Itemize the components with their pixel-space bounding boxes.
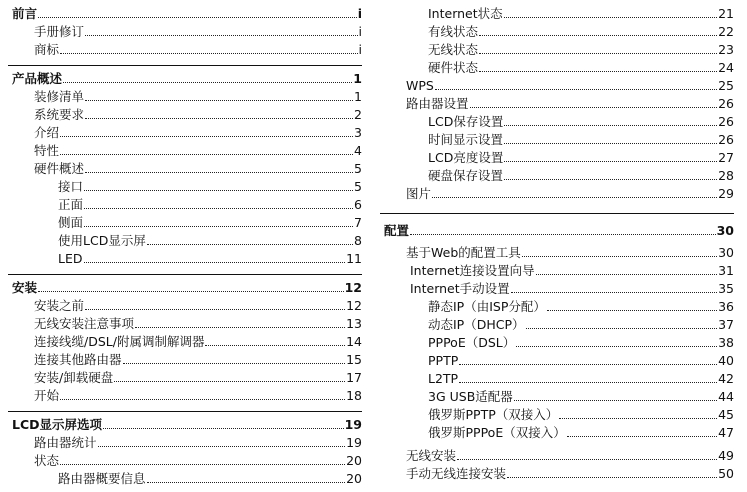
dot-leader: [85, 309, 345, 310]
toc-right-column: [378, 0, 734, 492]
toc-left-column: [0, 0, 362, 492]
toc-entry[interactable]: [428, 334, 734, 351]
toc-entry-page-number: 27: [718, 150, 734, 165]
toc-entry-page-number: 44: [718, 389, 734, 404]
dot-leader: [84, 208, 353, 209]
toc-entry[interactable]: [58, 470, 362, 487]
toc-entry-page-number: 21: [718, 6, 734, 21]
toc-entry[interactable]: [428, 149, 734, 166]
toc-entry-page-number: 35: [718, 281, 734, 296]
toc-entry[interactable]: [406, 185, 734, 202]
toc-entry-page-number: 11: [346, 251, 362, 266]
toc-entry-page-number: i: [357, 6, 362, 21]
dot-leader: [516, 346, 717, 347]
toc-entry[interactable]: [428, 5, 734, 22]
toc-entry[interactable]: [428, 406, 734, 423]
dot-leader: [38, 291, 344, 292]
toc-entry-page-number: 6: [354, 197, 362, 212]
toc-entry[interactable]: [410, 280, 734, 297]
toc-entry[interactable]: [58, 196, 362, 213]
dot-leader: [435, 89, 717, 90]
dot-leader: [479, 71, 717, 72]
dot-leader: [98, 446, 346, 447]
toc-entry[interactable]: [428, 424, 734, 441]
dot-leader: [507, 477, 717, 478]
toc-entry-page-number: 26: [718, 114, 734, 129]
dot-leader: [147, 244, 353, 245]
toc-entry-page-number: 28: [718, 168, 734, 183]
toc-entry[interactable]: [428, 59, 734, 76]
toc-entry-title: LCD保存设置: [428, 114, 504, 129]
toc-entry-title: 俄罗斯PPTP（双接入）: [428, 407, 559, 422]
toc-entry-title: 手动无线连接安装: [406, 466, 507, 481]
toc-entry-title: 侧面: [58, 215, 84, 230]
dot-leader: [479, 35, 717, 36]
toc-entry[interactable]: [428, 370, 734, 387]
toc-entry-title: 介绍: [34, 125, 60, 140]
toc-entry[interactable]: [34, 23, 362, 40]
dot-leader: [63, 82, 352, 83]
dot-leader: [410, 234, 716, 235]
toc-entry[interactable]: [58, 214, 362, 231]
dot-leader: [514, 400, 717, 401]
dot-leader: [60, 154, 353, 155]
toc-entry-page-number: 2: [354, 107, 362, 122]
toc-entry-title: 连接其他路由器: [34, 352, 122, 367]
toc-entry[interactable]: [34, 41, 362, 58]
toc-entry-page-number: 37: [718, 317, 734, 332]
dot-leader: [457, 459, 717, 460]
toc-entry-title: 安装: [12, 280, 38, 295]
dot-leader: [84, 262, 346, 263]
toc-entry[interactable]: [428, 23, 734, 40]
toc-entry[interactable]: [406, 465, 734, 482]
toc-entry[interactable]: [58, 232, 362, 249]
toc-entry[interactable]: [34, 351, 362, 368]
dot-leader: [526, 328, 718, 329]
toc-entry-page-number: 30: [716, 223, 734, 238]
toc-entry[interactable]: [34, 124, 362, 141]
dot-leader: [504, 125, 717, 126]
dot-leader: [85, 118, 353, 119]
toc-entry-title: PPTP: [428, 353, 459, 368]
dot-leader: [84, 226, 353, 227]
toc-entry-title: 无线状态: [428, 42, 479, 57]
toc-entry-page-number: 20: [346, 453, 362, 468]
toc-entry-page-number: 19: [346, 435, 362, 450]
toc-entry-page-number: 15: [346, 352, 362, 367]
toc-entry-page-number: 30: [718, 245, 734, 260]
dot-leader: [432, 197, 717, 198]
toc-entry[interactable]: [34, 160, 362, 177]
toc-entry[interactable]: [34, 434, 362, 451]
dot-leader: [60, 53, 358, 54]
toc-entry-page-number: 19: [344, 417, 362, 432]
toc-entry-title: 装修清单: [34, 89, 85, 104]
toc-entry[interactable]: [406, 447, 734, 464]
dot-leader: [123, 363, 346, 364]
toc-entry[interactable]: [428, 113, 734, 130]
toc-entry[interactable]: [34, 315, 362, 332]
toc-entry-page-number: 29: [718, 186, 734, 201]
toc-entry-page-number: i: [358, 42, 362, 57]
toc-entry-title: L2TP: [428, 371, 459, 386]
toc-entry[interactable]: [34, 142, 362, 159]
toc-entry[interactable]: [428, 41, 734, 58]
toc-entry[interactable]: [34, 387, 362, 404]
dot-leader: [103, 428, 344, 429]
dot-leader: [522, 256, 717, 257]
toc-entry-title: 前言: [12, 6, 38, 21]
toc-entry-page-number: 20: [346, 471, 362, 486]
toc-entry[interactable]: [12, 5, 362, 22]
toc-entry-page-number: 49: [718, 448, 734, 463]
toc-entry-page-number: 8: [354, 233, 362, 248]
toc-entry-page-number: 3: [354, 125, 362, 140]
toc-entry-title: 图片: [406, 186, 432, 201]
dot-leader: [504, 179, 717, 180]
toc-entry-page-number: i: [358, 24, 362, 39]
toc-entry-title: 俄罗斯PPPoE（双接入）: [428, 425, 566, 440]
dot-leader: [536, 274, 717, 275]
toc-entry-page-number: 50: [718, 466, 734, 481]
toc-entry-title: 时间显示设置: [428, 132, 504, 147]
toc-entry-page-number: 31: [718, 263, 734, 278]
toc-entry-title: 正面: [58, 197, 84, 212]
dot-leader: [479, 53, 717, 54]
section-divider: [380, 213, 734, 214]
dot-leader: [205, 345, 345, 346]
toc-entry-page-number: 12: [344, 280, 362, 295]
dot-leader: [459, 364, 717, 365]
toc-entry-title: LED: [58, 251, 83, 266]
dot-leader: [85, 100, 353, 101]
toc-entry-title: 静态IP（由ISP分配）: [428, 299, 546, 314]
toc-entry[interactable]: [34, 369, 362, 386]
toc-entry-title: LCD显示屏选项: [12, 417, 103, 432]
toc-entry-page-number: 26: [718, 96, 734, 111]
toc-entry-page-number: 7: [354, 215, 362, 230]
toc-entry[interactable]: [406, 95, 734, 112]
dot-leader: [147, 482, 346, 483]
toc-entry[interactable]: [58, 250, 362, 267]
toc-entry-page-number: 5: [354, 179, 362, 194]
toc-entry-title: 路由器统计: [34, 435, 97, 450]
toc-entry[interactable]: [428, 131, 734, 148]
toc-entry-page-number: 1: [353, 71, 362, 86]
dot-leader: [470, 107, 718, 108]
toc-entry-page-number: 22: [718, 24, 734, 39]
toc-entry-page-number: 18: [346, 388, 362, 403]
toc-entry-title: 配置: [384, 223, 410, 238]
toc-entry-title: 安装/卸载硬盘: [34, 370, 114, 385]
toc-entry-title: 手册修订: [34, 24, 85, 39]
toc-entry[interactable]: [58, 178, 362, 195]
dot-leader: [504, 17, 717, 18]
dot-leader: [511, 292, 717, 293]
toc-entry-page-number: 5: [354, 161, 362, 176]
toc-entry-page-number: 38: [718, 335, 734, 350]
toc-entry-title: WPS: [406, 78, 434, 93]
toc-entry-title: 路由器设置: [406, 96, 469, 111]
toc-entry-title: 硬盘保存设置: [428, 168, 504, 183]
toc-entry[interactable]: [428, 298, 734, 315]
dot-leader: [504, 161, 717, 162]
dot-leader: [114, 381, 345, 382]
toc-entry[interactable]: [406, 244, 734, 261]
toc-entry[interactable]: [34, 452, 362, 469]
dot-leader: [84, 190, 353, 191]
toc-entry-title: 安装之前: [34, 298, 85, 313]
toc-entry-title: 开始: [34, 388, 60, 403]
toc-entry-page-number: 24: [718, 60, 734, 75]
toc-entry-title: 无线安装: [406, 448, 457, 463]
dot-leader: [504, 143, 717, 144]
toc-entry-title: Internet连接设置向导: [410, 263, 535, 278]
dot-leader: [459, 382, 717, 383]
toc-entry-page-number: 36: [718, 299, 734, 314]
toc-entry-page-number: 40: [718, 353, 734, 368]
toc-entry-title: 特性: [34, 143, 60, 158]
toc-entry-page-number: 4: [354, 143, 362, 158]
dot-leader: [85, 35, 358, 36]
toc-entry[interactable]: [34, 297, 362, 314]
toc-entry-title: 状态: [34, 453, 60, 468]
toc-entry-title: 路由器概要信息: [58, 471, 146, 486]
toc-entry[interactable]: [428, 167, 734, 184]
toc-entry-title: 产品概述: [12, 71, 63, 86]
dot-leader: [60, 464, 345, 465]
dot-leader: [85, 172, 353, 173]
toc-entry[interactable]: [410, 262, 734, 279]
section-divider: [8, 65, 362, 66]
toc-entry-title: 使用LCD显示屏: [58, 233, 146, 248]
dot-leader: [547, 310, 717, 311]
toc-entry-title: 动态IP（DHCP）: [428, 317, 525, 332]
toc-entry[interactable]: [12, 279, 362, 296]
toc-entry-title: 接口: [58, 179, 84, 194]
dot-leader: [567, 436, 717, 437]
toc-entry-page-number: 45: [718, 407, 734, 422]
toc-entry-page-number: 1: [354, 89, 362, 104]
dot-leader: [38, 17, 357, 18]
toc-entry-title: PPPoE（DSL）: [428, 335, 516, 350]
toc-entry[interactable]: [34, 333, 362, 350]
toc-entry-title: 3G USB适配器: [428, 389, 513, 404]
toc-entry[interactable]: [34, 88, 362, 105]
toc-entry-title: 无线安装注意事项: [34, 316, 135, 331]
toc-entry[interactable]: [12, 70, 362, 87]
toc-entry-title: 有线状态: [428, 24, 479, 39]
toc-entry[interactable]: [34, 106, 362, 123]
toc-entry-title: Internet状态: [428, 6, 503, 21]
toc-entry[interactable]: [428, 388, 734, 405]
toc-entry-title: 基于Web的配置工具: [406, 245, 521, 260]
dot-leader: [60, 399, 345, 400]
toc-entry-page-number: 17: [346, 370, 362, 385]
dot-leader: [559, 418, 717, 419]
toc-entry-page-number: 14: [346, 334, 362, 349]
dot-leader: [60, 136, 353, 137]
toc-entry-title: 连接线缆/DSL/附属调制解调器: [34, 334, 205, 349]
toc-entry-title: LCD亮度设置: [428, 150, 504, 165]
toc-entry-page-number: 13: [346, 316, 362, 331]
section-divider: [8, 274, 362, 275]
toc-entry[interactable]: [428, 316, 734, 333]
dot-leader: [135, 327, 345, 328]
toc-entry-page-number: 12: [346, 298, 362, 313]
toc-entry[interactable]: [384, 222, 734, 239]
toc-entry-page-number: 25: [718, 78, 734, 93]
toc-entry-page-number: 47: [718, 425, 734, 440]
toc-entry-page-number: 23: [718, 42, 734, 57]
toc-entry-title: 商标: [34, 42, 60, 57]
toc-entry-page-number: 42: [718, 371, 734, 386]
toc-entry-page-number: 26: [718, 132, 734, 147]
toc-entry-title: Internet手动设置: [410, 281, 510, 296]
toc-entry[interactable]: [428, 352, 734, 369]
toc-entry[interactable]: [12, 416, 362, 433]
toc-entry-title: 硬件概述: [34, 161, 85, 176]
toc-entry[interactable]: [406, 77, 734, 94]
toc-entry-title: 系统要求: [34, 107, 85, 122]
toc-entry-title: 硬件状态: [428, 60, 479, 75]
section-divider: [8, 411, 362, 412]
